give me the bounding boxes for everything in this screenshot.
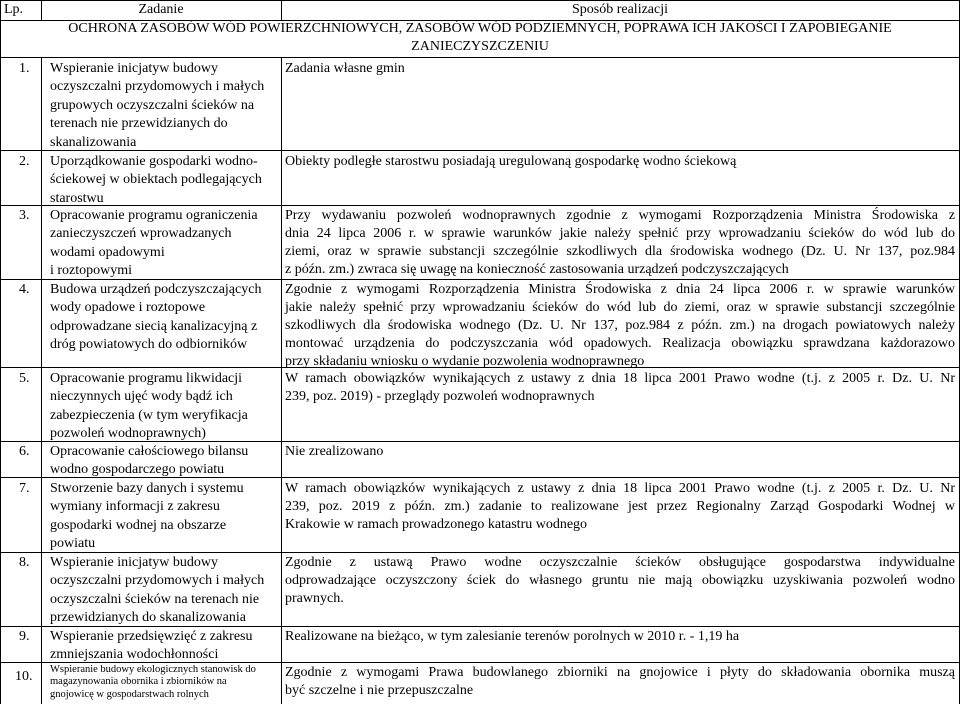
method-line: szkodliwych dla środowiska wodnego (Dz. U. Nr 137, poz.984 z późn. zm.) na drogach powiatowych należy — [285, 318, 955, 333]
method-line: z późn. zm.) zwraca się uwagę na konieczność zastosowania urządzeń podczyszczających — [285, 262, 789, 277]
row-number: 10. — [15, 669, 33, 684]
method-line: być szczelne i nie przepuszczalne — [285, 683, 474, 698]
method-line: 239, poz. 2019 z późn. zm.) zadanie to realizowane jest przez Regionalny Zarząd Gospodarki Wodnej w — [285, 499, 955, 514]
table-rule — [0, 0, 1, 704]
task-text: Budowa urządzeń podczyszczających wody opadowe i roztopowe odprowadzane siecią kanalizacyjną z dróg powiatowych do odbiorników — [50, 282, 262, 353]
task-text: Wspieranie inicjatyw budowy oczyszczalni przydomowych i małych oczyszczalni ścieków na terenach nie przewidzianych do skanalizowania — [50, 555, 265, 626]
table-rule — [281, 57, 282, 704]
section-title: OCHRONA ZASOBÓW WÓD POWIERZCHNIOWYCH, ZASOBÓW WÓD PODZIEMNYCH, POPRAWA ICH JAKOŚCI I ZAPOBIEGANIE — [68, 21, 892, 36]
method-line: przy składaniu wniosku o wydanie pozwolenia wodnoprawnego — [285, 354, 645, 369]
task-text: Opracowanie całościowego bilansu wodno gospodarczego powiatu — [50, 444, 249, 478]
method-line: jakie należy spełnić przy wprowadzaniu ścieków do wód lub do ziemi, oraz w sprawie substancji szczególnie — [285, 300, 955, 315]
row-number: 1. — [19, 61, 30, 76]
method-line: W ramach obowiązków wynikających z ustawy z dnia 18 lipca 2001 Prawo wodne (t.j. z 2005 r. Dz. U. Nr — [285, 481, 955, 496]
task-text: Wspieranie przedsięwzięć z zakresu zmniejszania wodochłonności — [50, 629, 253, 663]
method-line: Zgodnie z wymogami Rozporządzenia Ministra Środowiska z dnia 24 lipca 2006 r. w sprawie warunków — [285, 282, 955, 297]
header-lp: Lp. — [4, 2, 24, 17]
method-text: Zadania własne gmin — [285, 61, 405, 76]
task-text: Opracowanie programu likwidacji nieczynnych ujęć wody bądź ich zabezpieczenia (w tym weryfikacja pozwoleń wodnoprawnych) — [50, 371, 248, 442]
section-title: ZANIECZYSZCZENIU — [411, 39, 549, 54]
method-text: Obiekty podległe starostwu posiadają uregulowaną gospodarkę wodno ściekową — [285, 154, 737, 169]
task-text: Opracowanie programu ograniczenia zanieczyszczeń wprowadzanych wodami opadowymi i roztopowymi — [50, 208, 258, 279]
table-rule — [0, 57, 960, 58]
row-number: 9. — [19, 629, 30, 644]
method-line: Przy wydawaniu pozwoleń wodnoprawnych zgodnie z wymogami Rozporządzenia Ministra Środowiska z — [285, 208, 955, 223]
method-text: Nie zrealizowano — [285, 444, 384, 459]
method-line: ziemi, oraz w sprawie substancji szczególnie szkodliwych dla środowiska wodnego (Dz. U. Nr 137, poz.984 — [285, 244, 955, 259]
header-task: Zadanie — [138, 2, 184, 17]
table-rule — [41, 57, 42, 704]
method-line: Krakowie w ramach prowadzonego katastru wodnego — [285, 517, 588, 532]
row-number: 4. — [19, 282, 30, 297]
task-text: Wspieranie inicjatyw budowy oczyszczalni przydomowych i małych grupowych oczyszczalni ścieków na terenach nie przewidzianych do skanalizowania — [50, 61, 265, 150]
row-number: 3. — [19, 208, 30, 223]
method-line: odprowadzające oczyszczony ściek do własnego gruntu nie mają obowiązku uzyskiwania pozwoleń wodno — [285, 573, 955, 588]
method-line: W ramach obowiązków wynikających z ustawy z dnia 18 lipca 2001 Prawo wodne (t.j. z 2005 r. Dz. U. Nr — [285, 371, 955, 386]
row-number: 6. — [19, 444, 30, 459]
header-method: Sposób realizacji — [571, 2, 669, 17]
row-number: 5. — [19, 371, 30, 386]
task-text: Stworzenie bazy danych i systemu wymiany informacji z zakresu gospodarki wodnej na obszarze powiatu — [50, 481, 244, 552]
method-line: prawnych. — [285, 591, 344, 606]
method-text: Realizowane na bieżąco, w tym zalesianie terenów porolnych w 2010 r. - 1,19 ha — [285, 629, 740, 644]
method-line: 239, poz. 2019) - przeglądy pozwoleń wodnoprawnych — [285, 389, 595, 404]
row-number: 8. — [19, 555, 30, 570]
method-line: Zgodnie z ustawą Prawo wodne oczyszczalnie ścieków obsługujące gospodarstwa indywidualne — [285, 555, 955, 570]
task-text: Wspieranie budowy ekologicznych stanowisk do magazynowania obornika i zbiorników na gnojowicę w gospodarstwach rolnych — [50, 664, 256, 700]
method-line: dnia 24 lipca 2006 r. w sprawie warunków jakie należy spełnić przy wprowadzaniu ścieków do wód lub do — [285, 226, 955, 241]
task-text: Uporządkowanie gospodarki wodno- ściekowej w obiektach podlegających starostwu — [50, 154, 262, 206]
method-line: montować urządzenia do podczyszczania wód opadowych. Realizacja obowiązku sprawdzana każdorazowo — [285, 336, 955, 351]
row-number: 7. — [19, 481, 30, 496]
row-number: 2. — [19, 154, 30, 169]
method-line: Zgodnie z wymogami Prawa budowlanego zbiorniki na gnojowice i płyty do składowania obornika muszą — [285, 665, 955, 680]
